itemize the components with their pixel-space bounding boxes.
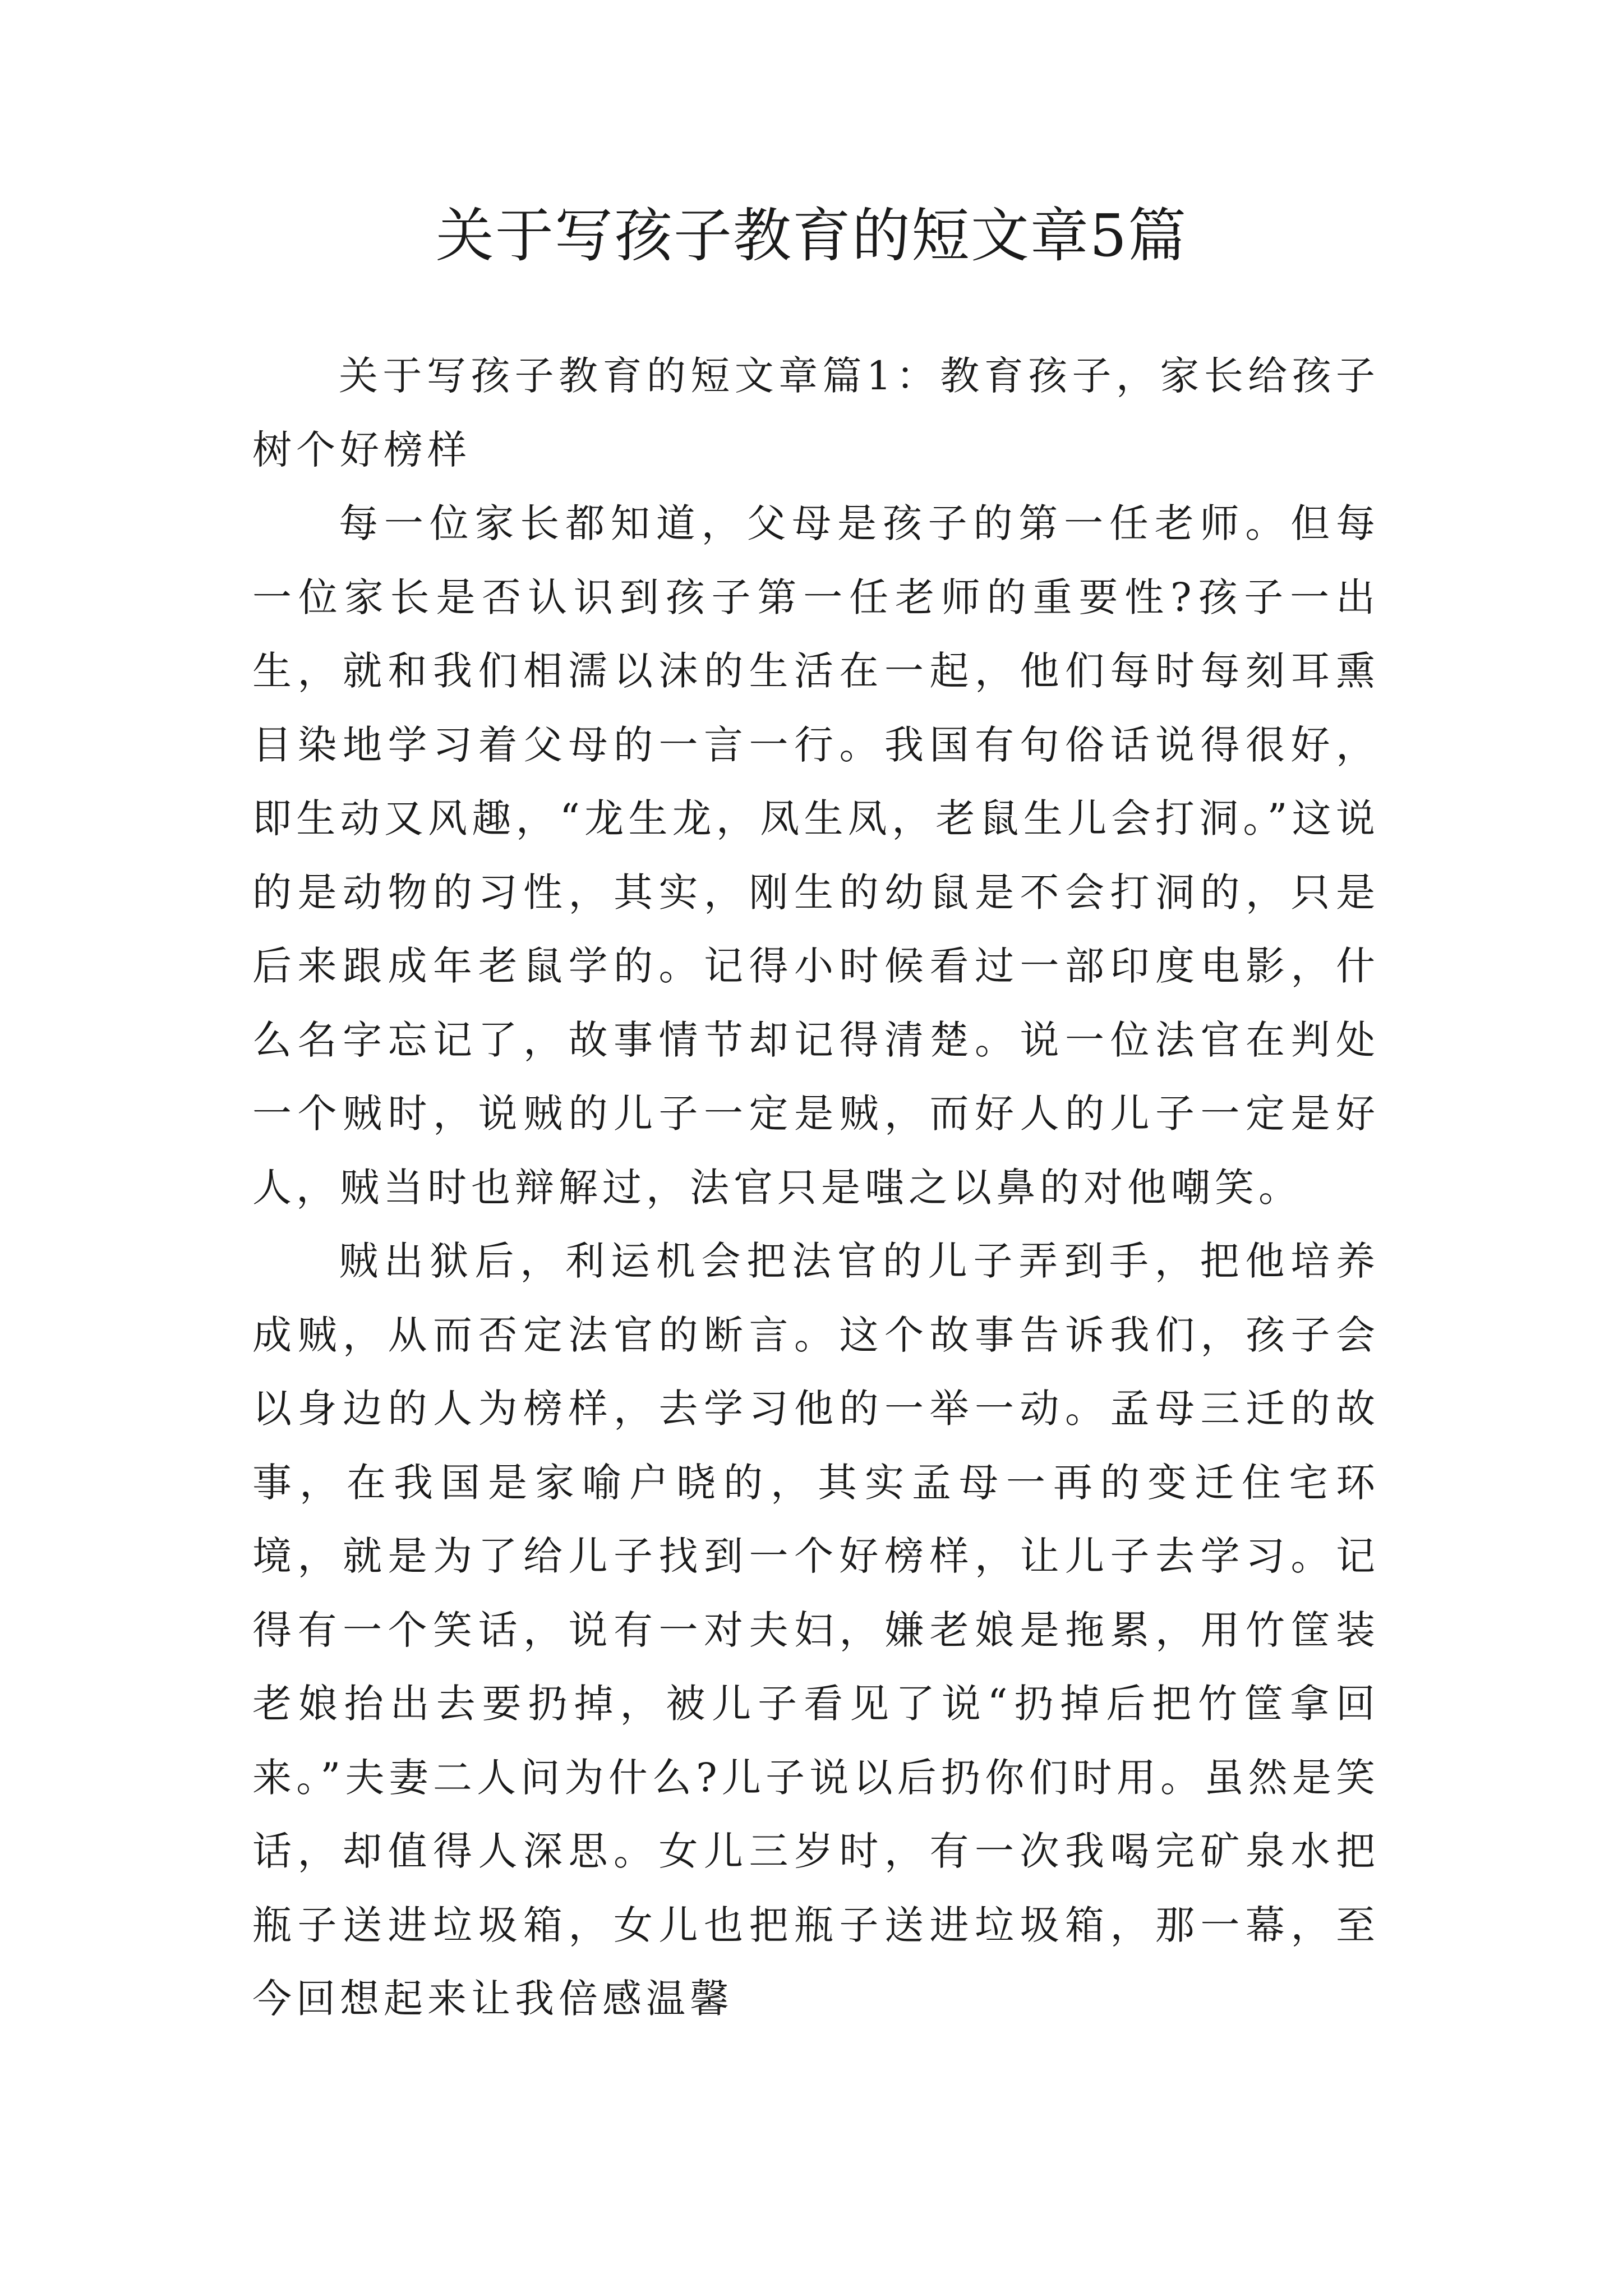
paragraph: 贼出狱后，利运机会把法官的儿子弄到手，把他培养成贼，从而否定法官的断言。这个故事告诉我们，孩子会以身边的人为榜样，去学习他的一举一动。孟母三迁的故事，在我国是家喻户晓的，其实孟母一再的变迁住宅环境，就是为了给儿子找到一个好榜样，让儿子去学习。记得有一个笑话，说有一对夫妇，嫌老娘是拖累，用竹筐装老娘抬出去要扔掉，被儿子看见了说“扔掉后把竹筐拿回来。”夫妻二人问为什么?儿子说以后扔你们时用。虽然是笑话，却值得人深思。女儿三岁时，有一次我喝完矿泉水把瓶子送进垃圾箱，女儿也把瓶子送进垃圾箱，那一幕，至今回想起来让我倍感温馨: [252, 1238, 1380, 2022]
paragraph: 每一位家长都知道，父母是孩子的第一任老师。但每一位家长是否认识到孩子第一任老师的重要性?孩子一出生，就和我们相濡以沫的生活在一起，他们每时每刻耳熏目染地学习着父母的一言一行。我国有句俗话说得很好，即生动又风趣，“龙生龙，凤生凤，老鼠生儿会打洞。”这说的是动物的习性，其实，刚生的幼鼠是不会打洞的，只是后来跟成年老鼠学的。记得小时候看过一部印度电影，什么名字忘记了，故事情节却记得清楚。说一位法官在判处一个贼时，说贼的儿子一定是贼，而好人的儿子一定是好人，贼当时也辩解过，法官只是嗤之以鼻的对他嘲笑。: [252, 500, 1380, 1211]
paragraph-heading: 关于写孩子教育的短文章篇1：教育孩子，家长给孩子树个好榜样: [252, 353, 1380, 473]
document-title: 关于写孩子教育的短文章5篇: [435, 201, 1188, 270]
document-body: [252, 339, 1380, 2036]
